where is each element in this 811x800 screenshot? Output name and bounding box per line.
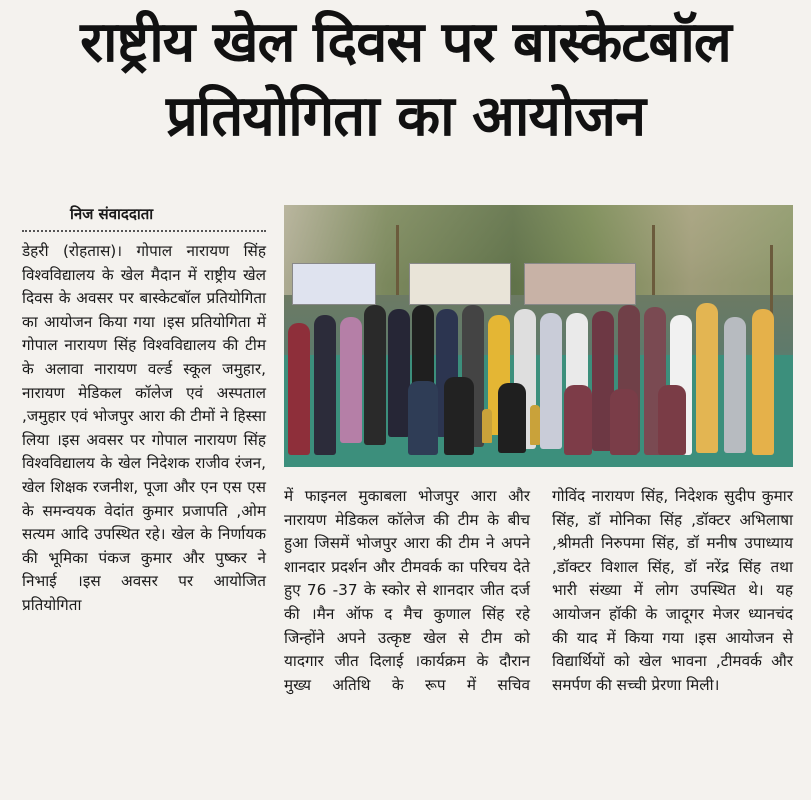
photo-person	[288, 323, 310, 455]
headline	[0, 6, 811, 154]
column-1-text: डेहरी (रोहतास)। गोपाल नारायण सिंह विश्वविद्यालय के खेल मैदान में राष्ट्रीय खेल दिवस के अवसर पर बास्केटबॉल प्रतियोगिता का आयोजन किया गया ।इस प्रतियोगिता में गोपाल नारायण सिंह विश्वविद्यालय की टीम के अलावा नारायण वर्ल्ड स्कूल जमुहार, नारायण मेडिकल कॉलेज एवं अस्पताल ,जमुहार एवं भोजपुर आरा की टीमों ने हिस्सा लिया ।इस अवसर पर गोपाल नारायण सिंह विश्वविद्यालय के खेल निदेशक राजीव रंजन, खेल शिक्षक रजनीश, पूजा और एन एस एस के समन्वयक वेदांत कुमार प्रजापति ,ओम सत्यम आदि उपस्थित रहे। खेल के निर्णायक की भूमिका पंकज कुमार और पुष्कर ने निभाई ।इस अवसर पर आयोजित प्रतियोगिता	[22, 242, 266, 614]
photo-banner	[524, 263, 636, 305]
photo-person	[724, 317, 746, 453]
photo-person	[444, 377, 474, 455]
column-3-text: गोविंद नारायण सिंह, निदेशक सुदीप कुमार सिंह, डॉ मोनिका सिंह ,डॉक्टर अभिलाषा ,श्रीमती निरुपमा सिंह, डॉ मनीष उपाध्याय ,डॉक्टर विशाल सिंह, डॉ नरेंद्र सिंह तथा भारी संख्या में लोग उपस्थित थे। यह आयोजन हॉकी के जादूगर मेजर ध्यानचंद की याद में किया गया ।इस आयोजन से विद्यार्थियों को खेल भावना ,टीमवर्क और समर्पण की सच्ची प्रेरणा मिली।	[552, 487, 793, 694]
photo-banner	[292, 263, 376, 305]
headline-line-2: प्रतियोगिता का आयोजन	[165, 84, 646, 149]
article-column-3	[552, 485, 793, 697]
photo-person	[564, 385, 592, 455]
byline-divider	[22, 230, 266, 232]
photo-person	[340, 317, 362, 443]
photo-flag	[652, 225, 655, 295]
photo-person	[364, 305, 386, 445]
article-column-2	[284, 485, 530, 697]
byline: निज संवाददाता	[70, 205, 154, 223]
photo-banner	[409, 263, 511, 305]
photo-person	[388, 309, 410, 437]
trophy-icon	[530, 405, 540, 445]
news-photo	[284, 205, 793, 467]
trophy-icon	[482, 409, 492, 443]
photo-person	[408, 381, 438, 455]
photo-person	[696, 303, 718, 453]
headline-line-1: राष्ट्रीय खेल दिवस पर बास्केटबॉल	[80, 10, 731, 75]
photo-flag	[770, 245, 773, 315]
photo-person	[540, 313, 562, 449]
article-column-1	[22, 240, 266, 790]
photo-flag	[396, 225, 399, 295]
photo-person	[658, 385, 686, 455]
photo-person	[498, 383, 526, 453]
photo-person	[610, 389, 638, 455]
photo-person	[314, 315, 336, 455]
photo-person	[752, 309, 774, 455]
column-2-text: में फाइनल मुकाबला भोजपुर आरा और नारायण मेडिकल कॉलेज की टीम के बीच हुआ जिसमें भोजपुर आरा की टीम ने अपने शानदार प्रदर्शन और टीमवर्क का परिचय देते हुए 76 -37 के स्कोर से शानदार जीत दर्ज की ।मैन ऑफ द मैच कुणाल सिंह रहे जिन्होंने अपने उत्कृष्ट खेल से टीम को यादगार जीत दिलाई ।कार्यक्रम के दौरान मुख्य अतिथि के रूप में सचिव	[284, 487, 530, 694]
